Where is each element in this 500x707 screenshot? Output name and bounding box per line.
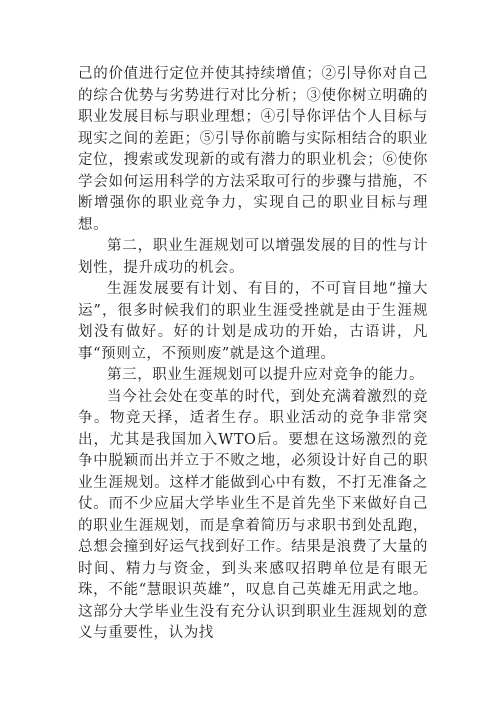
paragraph-competition: 当今社会处在变革的时代，到处充满着激烈的竞争。物竞天择，适者生存。职业活动的竞争非常突出，尤其是我国加入WTO后。要想在这场激烈的竞争中脱颖而出并立于不败之地，必须设计好自己的职业生涯规划。这样才能做到心中有数，不打无准备之仗。而不少应届大学毕业生不是首先坐下来做好自己的职业生涯规划，而是拿着简历与求职书到处乱跑，总想会撞到好运气找到好工作。结果是浪费了大量的时间、精力与资金，到头来感叹招聘单位是有眼无珠，不能“慧眼识英雄”，叹息自己英雄无用武之地。这部分大学毕业生没有充分认识到职业生涯规划的意义与重要性，认为找 (78, 388, 428, 641)
paragraph-continued: 己的价值进行定位并使其持续增值；②引导你对自己的综合优势与劣势进行对比分析；③使你树立明确的职业发展目标与职业理想；④引导你评估个人目标与现实之间的差距；⑤引导你前瞻与实际相结合的职业定位，搜索或发现新的或有潜力的职业机会；⑥使你学会如何运用科学的方法采取可行的步骤与措施，不断增强你的职业竞争力，实现自己的职业目标与理想。 (78, 66, 428, 233)
paragraph-third-point: 第三，职业生涯规划可以提升应对竞争的能力。 (107, 367, 425, 383)
paragraph-second-point: 第二，职业生涯规划可以增强发展的目的性与计划性，提升成功的机会。 (78, 238, 428, 276)
paragraph-planning: 生涯发展要有计划、有目的，不可盲目地“撞大运”，很多时候我们的职业生涯受挫就是由于生涯规划没有做好。好的计划是成功的开始，古语讲，凡事“预则立，不预则废”就是这个道理。 (78, 281, 428, 362)
document-body (78, 64, 428, 645)
